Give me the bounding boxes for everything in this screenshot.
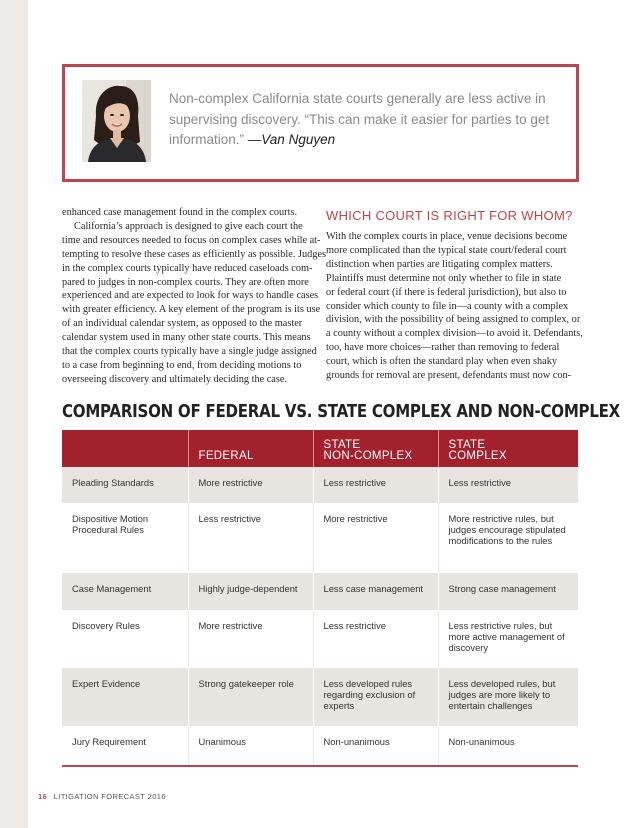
table-title: COMPARISON OF FEDERAL VS. STATE COMPLEX AND NON-COMPLEX [62, 402, 621, 422]
table-cell: Less case management [313, 573, 438, 610]
body-line: overseeing discovery and ultimately deciding the case. [62, 373, 288, 385]
row-label-cell: Discovery Rules [62, 610, 188, 668]
table-header-row [62, 430, 578, 467]
table-row [62, 503, 578, 573]
body-line: tempting to resolve these cases as efficiently as possible. Judges [62, 248, 327, 260]
right-column-paragraph [326, 230, 583, 383]
body-line: experienced and are expected to look for ways to handle cases [62, 290, 319, 302]
section-heading: WHICH COURT IS RIGHT FOR WHOM? [326, 208, 573, 223]
body-line: a county without a complex division—to avoid it. Defendants, [326, 328, 583, 340]
row-label-cell: Pleading Standards [62, 467, 188, 503]
body-line: more complicated than the typical state court/federal court [326, 244, 567, 256]
table-cell: Strong case management [438, 573, 578, 610]
comparison-table [62, 430, 578, 767]
table-cell: Strong gatekeeper role [188, 668, 313, 726]
body-column-right [326, 208, 583, 383]
body-line: to a case from beginning to end, from deciding motions to [62, 359, 302, 371]
body-line: or federal court (if there is federal jurisdiction), but also to [326, 286, 567, 298]
body-line: that the complex courts typically have a single judge assigned [62, 346, 317, 358]
portrait-photo [82, 80, 151, 162]
header-cell: STATE COMPLEX [438, 430, 578, 467]
body-line: California’s approach is designed to give each court the [74, 220, 303, 232]
table-cell: Less developed rules, but judges are more likely to entertain challenges [438, 668, 578, 726]
body-line: with greater efficiency. A key element of the program is its use [62, 304, 321, 316]
body-column-left [62, 206, 327, 387]
table-cell: Less developed rules regarding exclusion of experts [313, 668, 438, 726]
table-cell: Non-unanimous [438, 726, 578, 766]
row-label-cell: Case Management [62, 573, 188, 610]
row-label-cell: Dispositive Motion Procedural Rules [62, 503, 188, 573]
body-line: in the complex courts typically have reduced caseloads com- [62, 262, 313, 274]
table-row [62, 610, 578, 668]
row-label-cell: Jury Requirement [62, 726, 188, 766]
page-number: 16 [38, 792, 48, 801]
body-line: With the complex courts in place, venue decisions become [326, 231, 568, 242]
table-cell: Less restrictive [313, 610, 438, 668]
table-row [62, 573, 578, 610]
body-line: division, with the possibility of being assigned to complex, or [326, 314, 581, 326]
body-line: court, which is often the standard play when even shaky [326, 356, 558, 368]
header-cell: FEDERAL [188, 430, 313, 467]
table-cell: Less restrictive rules, but more active management of discovery [438, 610, 578, 668]
table-cell: More restrictive rules, but judges encourage stipulated modifications to the rules [438, 503, 578, 573]
body-line: pared to judges in non-complex courts. They are often more [62, 276, 309, 288]
body-line: too, have more choices—rather than removing to federal [326, 342, 560, 354]
left-margin-band [0, 0, 28, 828]
body-line: grounds for removal are present, defendants must now con- [326, 370, 572, 382]
body-line: time and resources needed to focus on complex cases while at- [62, 234, 321, 246]
publication-name: LITIGATION FORECAST 2016 [53, 792, 166, 801]
left-column-paragraph [62, 220, 327, 387]
header-cell: STATE NON-COMPLEX [313, 430, 438, 467]
portrait-photo-icon [82, 80, 151, 162]
table-row [62, 467, 578, 503]
table-cell: Non-unanimous [313, 726, 438, 766]
pull-quote-text [169, 89, 559, 151]
table-cell: Unanimous [188, 726, 313, 766]
table-cell: Less restrictive [313, 467, 438, 503]
table-body [62, 467, 578, 766]
table-cell: Highly judge-dependent [188, 573, 313, 610]
body-line: Plaintiffs must determine not only whether to file in state [326, 272, 562, 284]
body-line: distinction when parties are litigating complex matters. [326, 258, 553, 270]
table-cell: Less restrictive [188, 503, 313, 573]
body-line: enhanced case management found in the complex courts. [62, 207, 298, 218]
table-cell: Less restrictive [438, 467, 578, 503]
table-row [62, 726, 578, 766]
table-row [62, 668, 578, 726]
body-line: of an individual calendar system, as opposed to the master [62, 318, 303, 330]
quote-author: —Van Nguyen [247, 132, 336, 147]
header-cell-empty [62, 430, 188, 467]
body-line: calendar system used in many other state courts. This means [62, 332, 311, 344]
table-cell: More restrictive [188, 467, 313, 503]
body-line: consider which county to file in—a county with a complex [326, 300, 569, 312]
pull-quote-box [62, 64, 579, 182]
row-label-cell: Expert Evidence [62, 668, 188, 726]
page-footer [38, 792, 166, 801]
table-cell: More restrictive [188, 610, 313, 668]
table-cell: More restrictive [313, 503, 438, 573]
quote-body: Non-complex California state courts generally are less active in supervising discovery. “This can make it easier for parties to get information.” [169, 91, 550, 147]
